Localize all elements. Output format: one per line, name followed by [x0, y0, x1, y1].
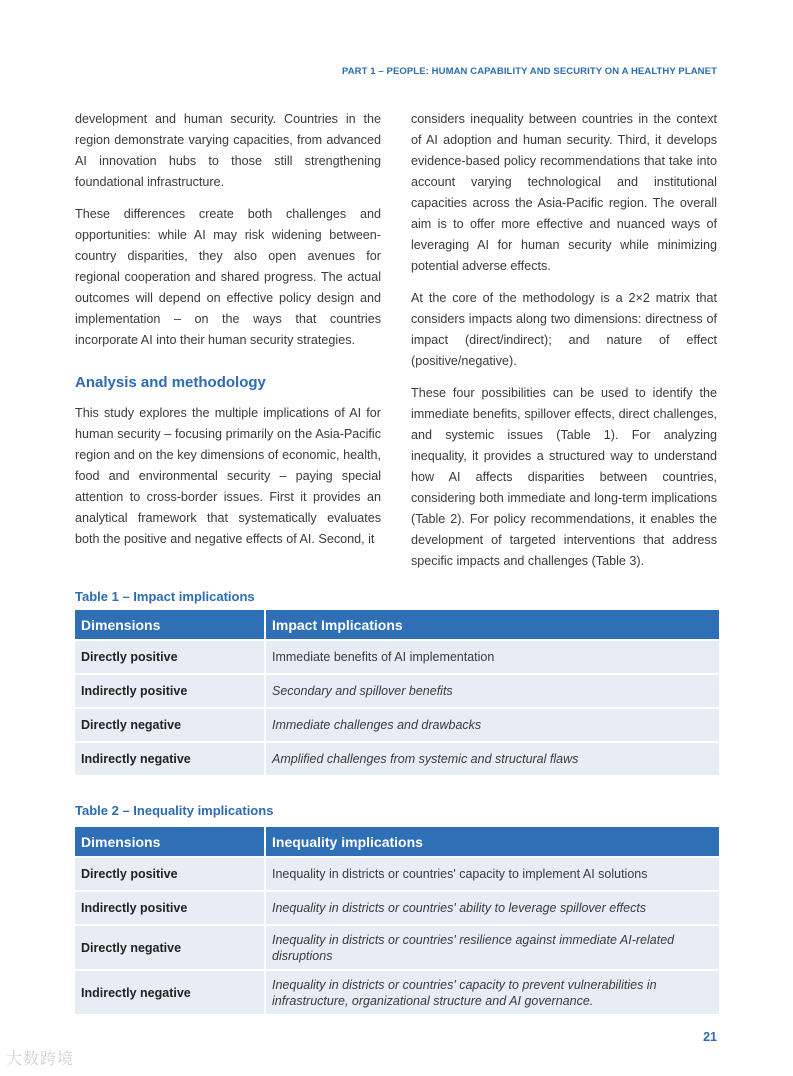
- implication-cell: Inequality in districts or countries' capacity to prevent vulnerabilities in infrastructure, organizational structure and AI governance.: [266, 969, 719, 1014]
- dimension-cell: Indirectly positive: [75, 673, 266, 707]
- implication-cell: Amplified challenges from systemic and structural flaws: [266, 741, 719, 775]
- implication-cell: Immediate benefits of AI implementation: [266, 639, 719, 673]
- dimension-cell: Directly positive: [75, 856, 266, 890]
- left-column: [75, 109, 381, 561]
- paragraph: These differences create both challenges and opportunities: while AI may risk widening between-country disparities, they also open avenues for regional cooperation and shared progress. The actual outcomes will depend on effective policy design and implementation – on the ways that countries incorporate AI into their human security strategies.: [75, 207, 381, 347]
- table-row: [75, 673, 719, 707]
- implication-cell: Immediate challenges and drawbacks: [266, 707, 719, 741]
- dimension-cell: Directly negative: [75, 924, 266, 969]
- dimension-cell: Indirectly negative: [75, 741, 266, 775]
- implication-cell: Inequality in districts or countries' ability to leverage spillover effects: [266, 890, 719, 924]
- table1: [75, 610, 719, 775]
- table2: [75, 827, 719, 1014]
- column-header: Inequality implications: [266, 827, 719, 856]
- table-header-row: [75, 610, 719, 639]
- table2-caption: Table 2 – Inequality implications: [75, 803, 274, 818]
- table-row: [75, 639, 719, 673]
- paragraph: At the core of the methodology is a 2×2 matrix that considers impacts along two dimensions: directness of impact (direct/indirect); and nature of effect (positive/negative).: [411, 291, 717, 368]
- dimension-cell: Indirectly positive: [75, 890, 266, 924]
- dimension-cell: Directly positive: [75, 639, 266, 673]
- column-header: Impact Implications: [266, 610, 719, 639]
- right-column: [411, 109, 717, 583]
- page-number: 21: [703, 1030, 717, 1044]
- table1-caption: Table 1 – Impact implications: [75, 589, 255, 604]
- implication-cell: Secondary and spillover benefits: [266, 673, 719, 707]
- running-header: PART 1 – PEOPLE: HUMAN CAPABILITY AND SECURITY ON A HEALTHY PLANET: [341, 66, 717, 77]
- paragraph: These four possibilities can be used to identify the immediate benefits, spillover effects, direct challenges, and systemic issues (Table 1). For analyzing inequality, it provides a structured way to understand how AI affects disparities between countries, considering both immediate and long-term implications (Table 2). For policy recommendations, it enables the development of targeted interventions that address specific impacts and challenges (Table 3).: [411, 386, 717, 568]
- dimension-cell: Indirectly negative: [75, 969, 266, 1014]
- watermark-logo: 大数跨境: [6, 1051, 75, 1068]
- table-row: [75, 890, 719, 924]
- table-row: [75, 707, 719, 741]
- table-row: [75, 856, 719, 890]
- implication-cell: Inequality in districts or countries' resilience against immediate AI-related disruptions: [266, 924, 719, 969]
- dimension-cell: Directly negative: [75, 707, 266, 741]
- paragraph: This study explores the multiple implications of AI for human security – focusing primarily on the Asia-Pacific region and on the key dimensions of economic, health, food and environmental security – paying special attention to cross-border issues. First it provides an analytical framework that systematically evaluates both the positive and negative effects of AI. Second, it: [75, 406, 381, 546]
- table-row: [75, 924, 719, 969]
- section-heading: Analysis and methodology: [75, 374, 266, 391]
- table-header-row: [75, 827, 719, 856]
- implication-cell: Inequality in districts or countries' capacity to implement AI solutions: [266, 856, 719, 890]
- table-row: [75, 741, 719, 775]
- paragraph: considers inequality between countries in the context of AI adoption and human security. Third, it develops evidence-based policy recommendations that take into account varying technological and institutional capacities across the Asia-Pacific region. The overall aim is to offer more effective and nuanced ways of leveraging AI for human security while minimizing potential adverse effects.: [411, 112, 717, 273]
- paragraph: development and human security. Countries in the region demonstrate varying capacities, from advanced AI innovation hubs to those still strengthening foundational infrastructure.: [75, 112, 381, 189]
- table-row: [75, 969, 719, 1014]
- column-header: Dimensions: [75, 610, 266, 639]
- column-header: Dimensions: [75, 827, 266, 856]
